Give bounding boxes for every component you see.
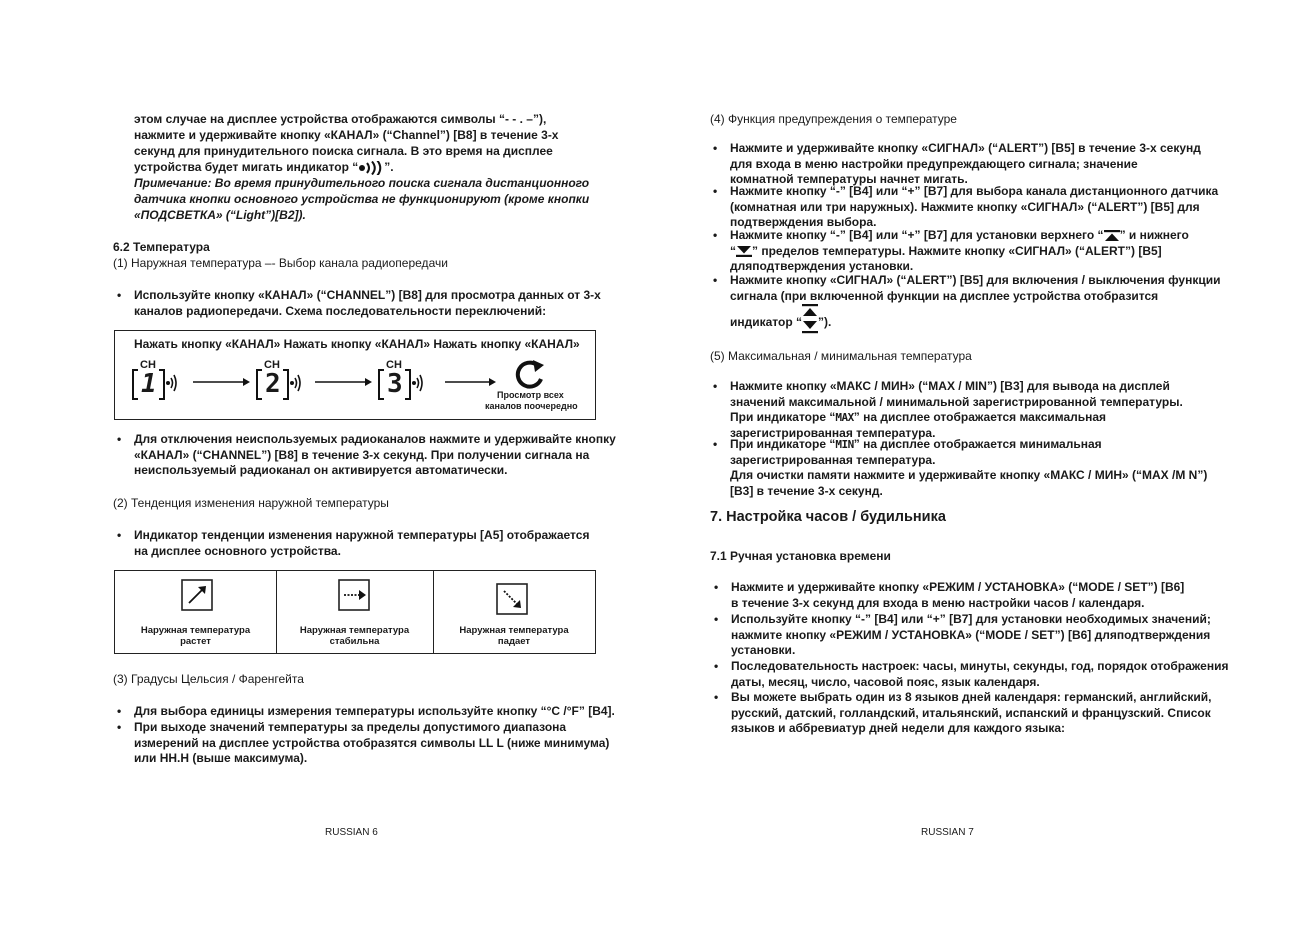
trend-caption-line-1: Наружная температура xyxy=(299,625,410,636)
trend-cell-falling xyxy=(433,571,595,653)
bullet-line: • При выходе значений температуры за пределы допустимого диапазона xyxy=(134,720,567,734)
bullet-line: • Вы можете выбрать один из 8 языков дней календаря: германский, английский, xyxy=(731,690,1212,704)
intro-line-4 xyxy=(134,160,394,176)
min-indicator: MIN xyxy=(835,438,854,451)
bullet-line: • Нажмите и удерживайте кнопку «СИГНАЛ» (“ALERT”) [B5] в течение 3-х секунд xyxy=(730,141,1201,155)
text: “ xyxy=(730,243,736,258)
bullet-line: зарегистрированная температура. xyxy=(730,452,936,467)
ch-label: CH xyxy=(386,359,402,371)
bullet-maxmin-2 xyxy=(730,437,1207,499)
bullet-line: • Индикатор тенденции изменения наружной температуры [A5] отображается xyxy=(134,528,590,542)
bullet-maxmin-1 xyxy=(730,379,1183,441)
bullet-line: для входа в меню настройки предупреждающего сигнала; значение xyxy=(730,156,1138,171)
subsection-3-title: (3) Градусы Цельсия / Фаренгейта xyxy=(113,672,304,686)
trend-caption-line-2: падает xyxy=(497,636,531,647)
channel-2-symbol xyxy=(255,361,305,403)
bullet-line: измерений на дисплее устройства отобразятся символы LL L (ниже минимума) xyxy=(134,735,610,750)
bullet-line: нажмите кнопку «РЕЖИМ / УСТАНОВКА» (“MODE / SET”) [B6] дляподтверждения xyxy=(731,627,1211,642)
section-6-2-heading: 6.2 Температура xyxy=(113,240,210,254)
bullet-line: русский, датский, голландский, итальянский, испанский и французский. Список xyxy=(731,705,1211,720)
ch-number-1: 1 xyxy=(141,369,157,399)
ch-label: CH xyxy=(140,359,156,371)
bullet-alert-1 xyxy=(730,141,1201,188)
section-7-1-heading: 7.1 Ручная установка времени xyxy=(710,549,891,563)
bullet-clock-1 xyxy=(731,580,1184,611)
max-indicator: MAX xyxy=(835,411,854,424)
bullet-line: • Последовательность настроек: часы, минуты, секунды, год, порядок отображения xyxy=(731,659,1229,673)
signal-indicator-icon xyxy=(358,161,384,175)
channel-1-symbol xyxy=(131,361,181,403)
page-footer: RUSSIAN 7 xyxy=(921,827,974,838)
bullet-line: на дисплее основного устройства. xyxy=(134,543,341,558)
bullet-line xyxy=(730,437,1207,453)
bullet-line xyxy=(730,410,1183,426)
bullet-line: или HH.H (выше максимума). xyxy=(134,751,308,765)
bullet-line: • Используйте кнопку «КАНАЛ» (“CHANNEL”) [B8] для просмотра данных от 3-х xyxy=(134,288,601,302)
scroll-caption-1: Просмотр всех xyxy=(497,390,564,400)
bullet-line: языков и аббревиатур дней недели для каждого языка: xyxy=(731,721,1066,735)
intro-line-4-end: ”. xyxy=(384,160,394,174)
trend-falling-icon xyxy=(496,583,528,615)
bullet-line: (комнатная или три наружных). Нажмите кнопку «СИГНАЛ» (“ALERT”) [B5] для xyxy=(730,199,1200,214)
bullet-alert-4 xyxy=(730,273,1220,334)
text: ” и нижнего xyxy=(1119,228,1189,242)
ch-number-3: 3 xyxy=(387,369,403,399)
bullet-range xyxy=(134,720,609,767)
bullet-trend xyxy=(134,528,589,559)
page-footer: RUSSIAN 6 xyxy=(325,827,378,838)
bullet-line: значений максимальной / минимальной зарегистрированной температуры. xyxy=(730,394,1183,409)
text: ” на дисплее отображается минимальная xyxy=(853,437,1102,451)
text: ” на дисплее отображается максимальная xyxy=(853,410,1107,424)
subsection-5-title: (5) Максимальная / минимальная температура xyxy=(710,349,972,363)
bullet-line: • Для отключения неиспользуемых радиоканалов нажмите и удерживайте кнопку xyxy=(134,432,616,446)
bullet-line: неиспользуемый радиоканал он активируется автоматически. xyxy=(134,463,508,477)
arrow-right-icon xyxy=(445,376,497,388)
channel-sequence-diagram xyxy=(114,330,596,420)
bullet-line: [B3] в течение 3-х секунд. xyxy=(730,483,883,498)
bullet-line: даты, месяц, число, часовой пояс, язык календаря. xyxy=(731,674,1040,689)
bullet-line: каналов радиопередачи. Схема последовательности переключений: xyxy=(134,303,547,318)
bullet-line: • Для выбора единицы измерения температуры используйте кнопку “°C /°F” [B4]. xyxy=(134,704,615,718)
scroll-caption-2: каналов поочередно xyxy=(485,401,578,411)
bullet-line: • Нажмите и удерживайте кнопку «РЕЖИМ / УСТАНОВКА» (“MODE / SET”) [B6] xyxy=(731,580,1185,594)
bullet-line: • Нажмите кнопку «СИГНАЛ» (“ALERT”) [B5] для включения / выключения функции xyxy=(730,273,1221,287)
bullet-line: дляподтверждения установки. xyxy=(730,259,914,273)
bullet-alert-2 xyxy=(730,184,1218,231)
text: При индикаторе “ xyxy=(730,437,836,451)
bullet-line: • Используйте кнопку “-” [B4] или “+” [B7] для установки необходимых значений; xyxy=(731,612,1211,626)
alert-indicator-icon xyxy=(802,304,818,334)
subsection-4-title: (4) Функция предупреждения о температуре xyxy=(710,112,957,126)
bullet-line: • Нажмите кнопку «МАКС / МИН» (“MAX / MIN”) [B3] для вывода на дисплей xyxy=(730,379,1170,393)
bullet-clock-3 xyxy=(731,659,1228,690)
diagram-title: Нажать кнопку «КАНАЛ» Нажать кнопку «КАНАЛ» Нажать кнопку «КАНАЛ» xyxy=(134,337,580,351)
bullet-line xyxy=(730,244,1189,260)
subsection-2-title: (2) Тенденция изменения наружной температуры xyxy=(113,496,389,510)
bullet-line: установки. xyxy=(731,643,796,657)
trend-cell-rising xyxy=(115,571,277,653)
section-7-heading: 7. Настройка часов / будильника xyxy=(710,509,946,525)
bullet-clock-4 xyxy=(731,690,1212,737)
text: Нажмите кнопку “-” [B4] или “+” [B7] для установки верхнего “ xyxy=(730,228,1104,242)
text: При индикаторе “ xyxy=(730,410,836,424)
bullet-clock-2 xyxy=(731,612,1211,659)
bullet-line: в течение 3-х секунд для входа в меню настройки часов / календаря. xyxy=(731,595,1145,610)
trend-caption-line-1: Наружная температура xyxy=(459,625,569,636)
upper-limit-icon xyxy=(1104,230,1120,242)
text: индикатор “ xyxy=(730,315,803,330)
note-line-3: «ПОДСВЕТКА» (“Light”)[B2]). xyxy=(134,208,306,222)
bullet-line: комнатной температуры начнет мигать. xyxy=(730,172,968,186)
note-line-1: Примечание: Во время принудительного поиска сигнала дистанционного xyxy=(134,176,590,190)
ch-label: CH xyxy=(264,359,280,371)
bullet-line: «КАНАЛ» (“CHANNEL”) [B8] в течение 3-х секунд. При получении сигнала на xyxy=(134,447,590,462)
bullet-line: зарегистрированная температура. xyxy=(730,425,936,440)
trend-stable-icon xyxy=(338,579,370,611)
bullet-units xyxy=(134,704,615,720)
intro-line-2: нажмите и удерживайте кнопку «КАНАЛ» (“Channel”) [B8] в течение 3-х xyxy=(134,128,559,142)
bullet-channel-1 xyxy=(134,288,601,319)
intro-line-3: секунд для принудительного поиска сигнала. В это время на дисплее xyxy=(134,144,553,158)
trend-caption-line-2: стабильна xyxy=(329,636,380,647)
bullet-alert-3 xyxy=(730,228,1189,275)
bullet-line: сигнала (при включенной функции на дисплее устройства отобразится xyxy=(730,288,1159,303)
arrow-right-icon xyxy=(193,376,251,388)
text: ” пределов температуры. Нажмите кнопку «СИГНАЛ» (“ALERT”) [B5] xyxy=(752,243,1162,258)
trend-caption-line-1: Наружная температура xyxy=(140,625,251,636)
trend-caption-line-2: растет xyxy=(180,636,211,647)
channel-3-symbol xyxy=(377,361,427,403)
text: ”). xyxy=(818,315,832,330)
intro-line-1: этом случае на дисплее устройства отображаются символы “- - . –”), xyxy=(134,112,547,126)
arrow-right-icon xyxy=(315,376,373,388)
subsection-1-title: (1) Наружная температура –- Выбор канала радиопередачи xyxy=(113,256,448,270)
trend-table xyxy=(114,570,596,654)
ch-number-2: 2 xyxy=(265,369,281,399)
bullet-line xyxy=(730,312,1220,334)
lower-limit-icon xyxy=(736,245,752,257)
scroll-rotate-icon xyxy=(513,359,549,391)
page-right xyxy=(652,0,1304,952)
trend-rising-icon xyxy=(181,579,213,611)
bullet-line: Для очистки памяти нажмите и удерживайте кнопку «МАКС / МИН» (“MAX /M N”) xyxy=(730,468,1208,482)
trend-cell-stable xyxy=(276,571,434,653)
intro-line-4-start: устройства будет мигать индикатор “ xyxy=(134,160,359,174)
bullet-line: • Нажмите кнопку “-” [B4] или “+” [B7] для выбора канала дистанционного датчика xyxy=(730,184,1219,198)
note-line-2: датчика кнопки основного устройства не функционируют (кроме кнопки xyxy=(134,192,590,206)
bullet-channel-2 xyxy=(134,432,616,479)
bullet-line: подтверждения выбора. xyxy=(730,215,877,229)
bullet-line xyxy=(730,228,1189,244)
